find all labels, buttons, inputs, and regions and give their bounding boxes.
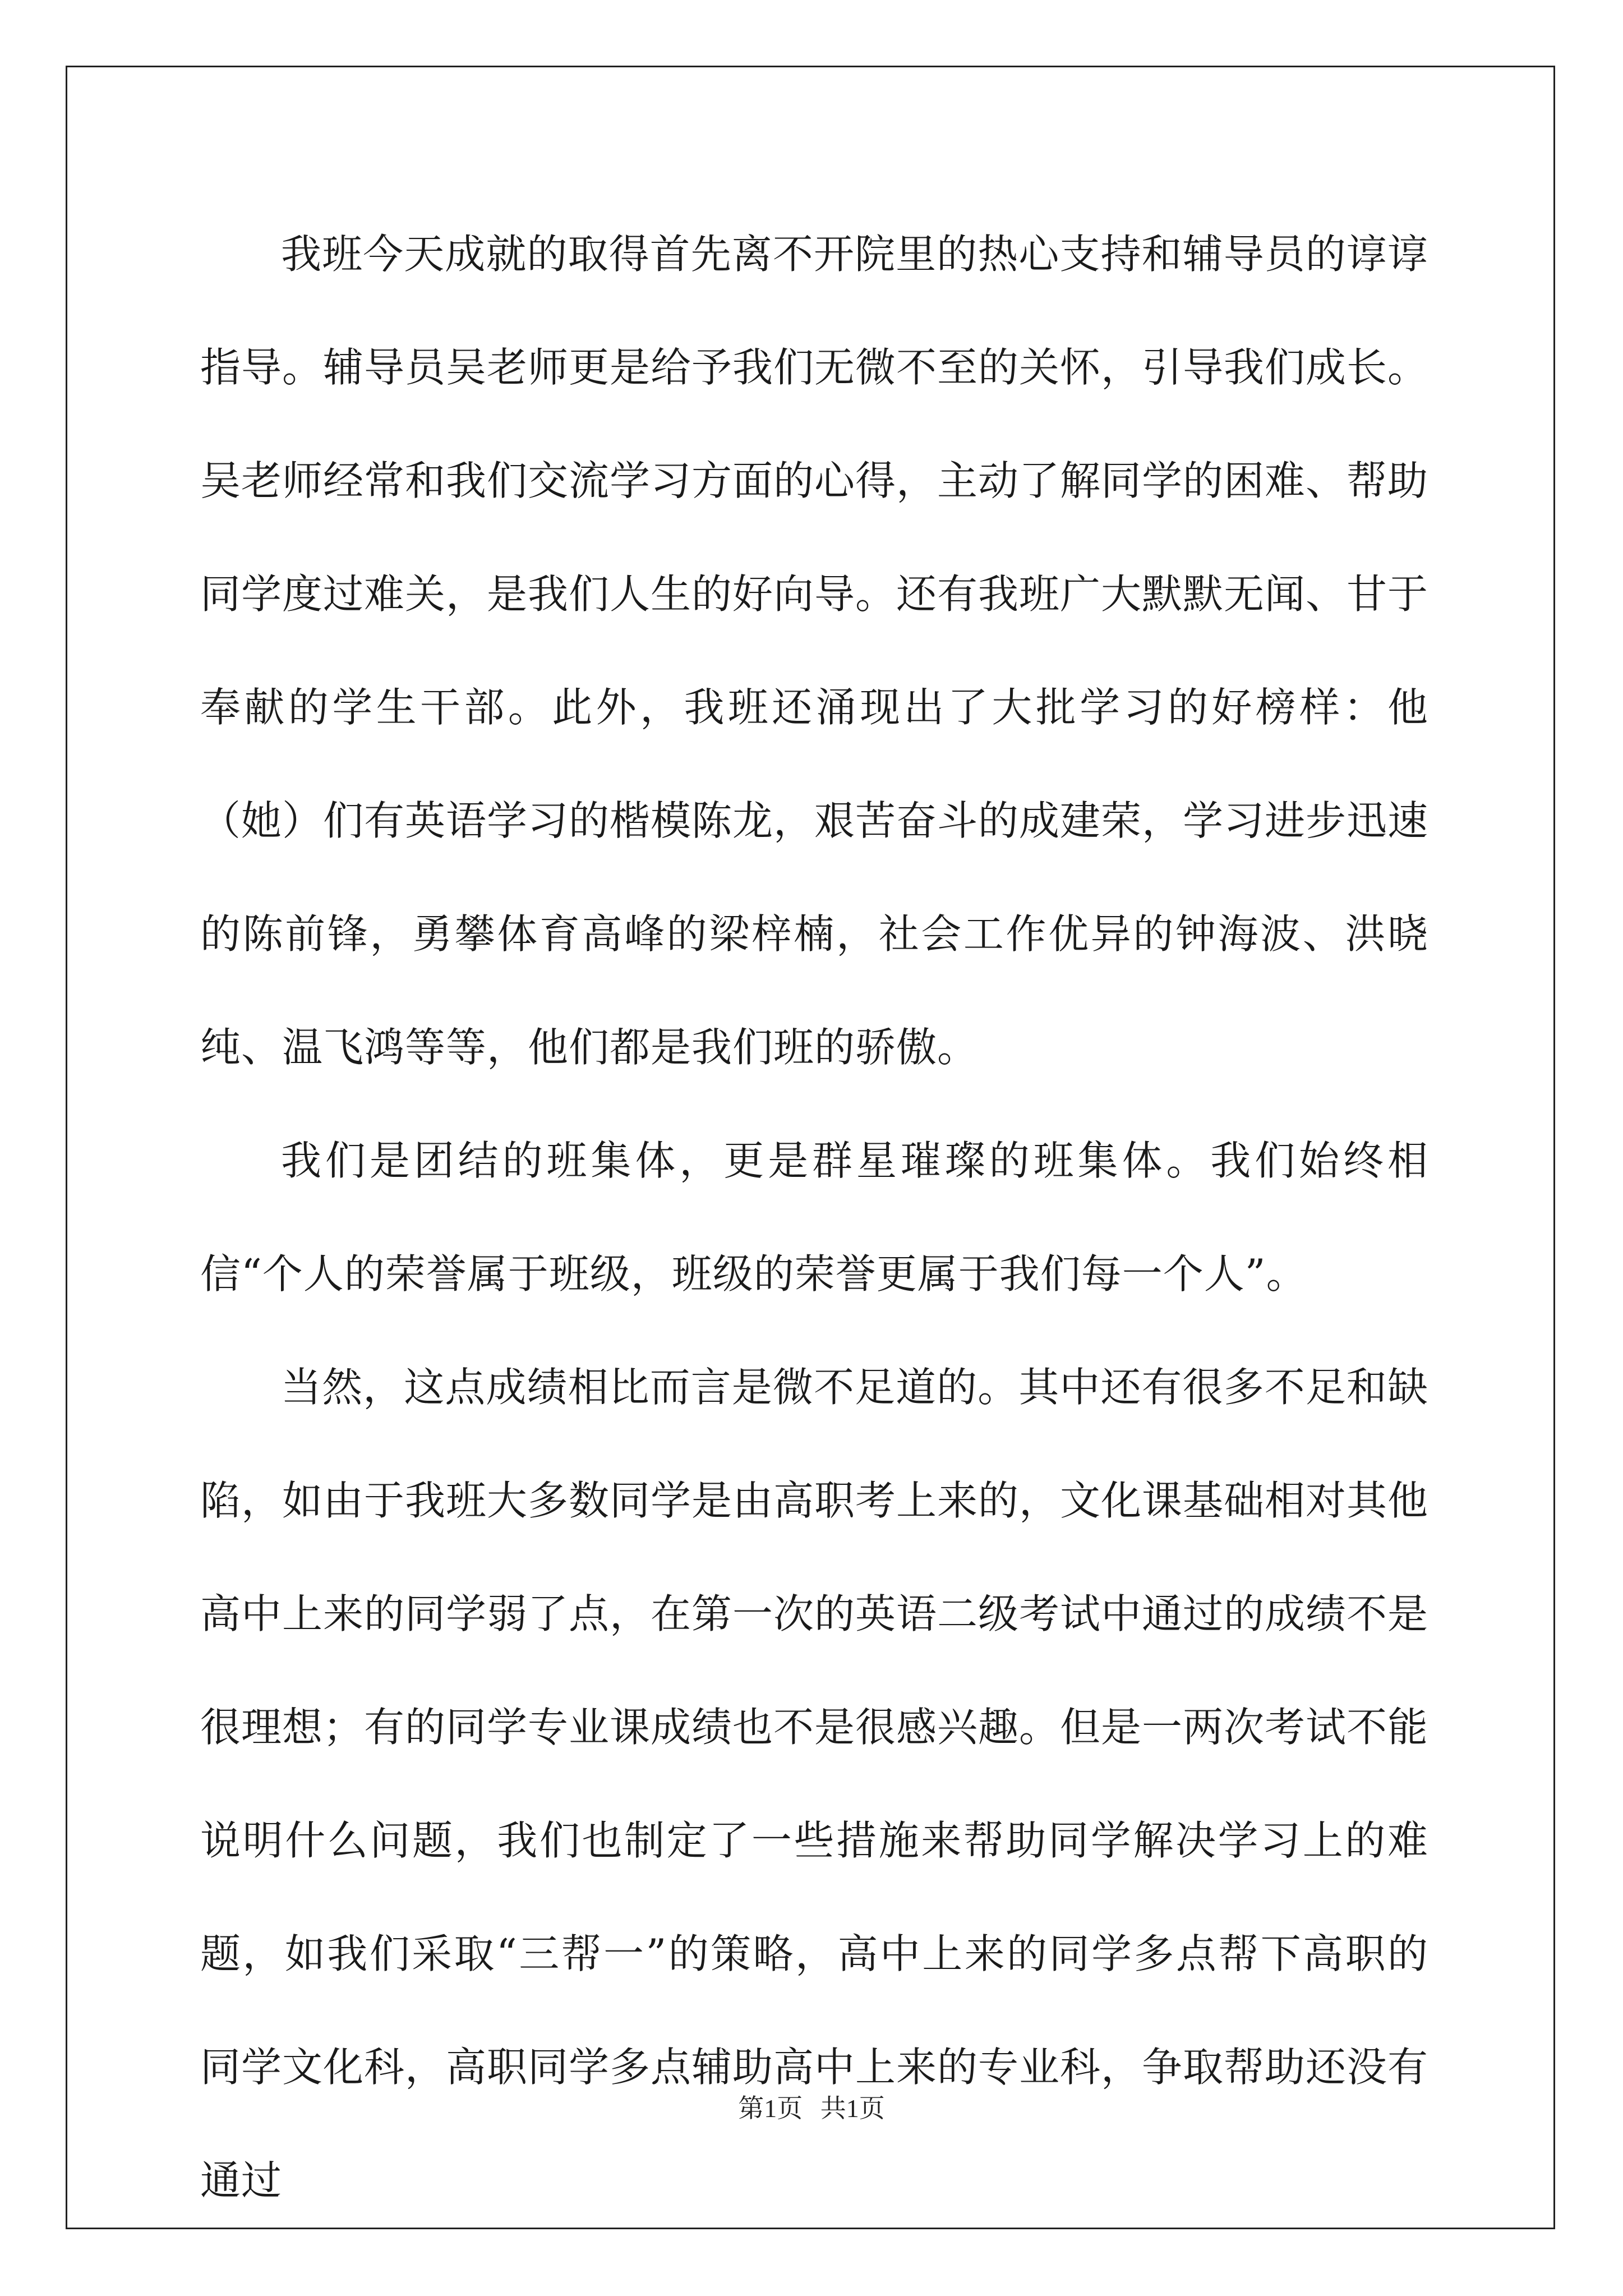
page-footer xyxy=(0,2088,1623,2125)
paragraph: 当然，这点成绩相比而言是微不足道的。其中还有很多不足和缺陷，如由于我班大多数同学是由高职考上来的，文化课基础相对其他高中上来的同学弱了点，在第一次的英语二级考试中通过的成绩不是很理想；有的同学专业课成绩也不是很感兴趣。但是一两次考试不能说明什么问题，我们也制定了一些措施来帮助同学解决学习上的难题，如我们采取“三帮一”的策略，高中上来的同学多点帮下高职的同学文化科，高职同学多点辅助高中上来的专业科，争取帮助还没有通过 xyxy=(200,1364,1429,2204)
page-number: 第1页 xyxy=(738,2094,803,2123)
paragraph: 我班今天成就的取得首先离不开院里的热心支持和辅导员的谆谆指导。辅导员吴老师更是给予我们无微不至的关怀，引导我们成长。吴老师经常和我们交流学习方面的心得，主动了解同学的困难、帮助同学度过难关，是我们人生的好向导。还有我班广大默默无闻、甘于奉献的学生干部。此外，我班还涌现出了大批学习的好榜样：他（她）们有英语学习的楷模陈龙，艰苦奋斗的成建荣，学习进步迅速的陈前锋，勇攀体育高峰的梁梓楠，社会工作优异的钟海波、洪晓纯、温飞鸿等等，他们都是我们班的骄傲。 xyxy=(200,231,1429,1071)
document-body xyxy=(200,197,1428,2237)
page-total: 共1页 xyxy=(820,2094,885,2123)
paragraph: 我们是团结的班集体，更是群星璀璨的班集体。我们始终相信“个人的荣誉属于班级，班级的荣誉更属于我们每一个人”。 xyxy=(200,1137,1428,1297)
